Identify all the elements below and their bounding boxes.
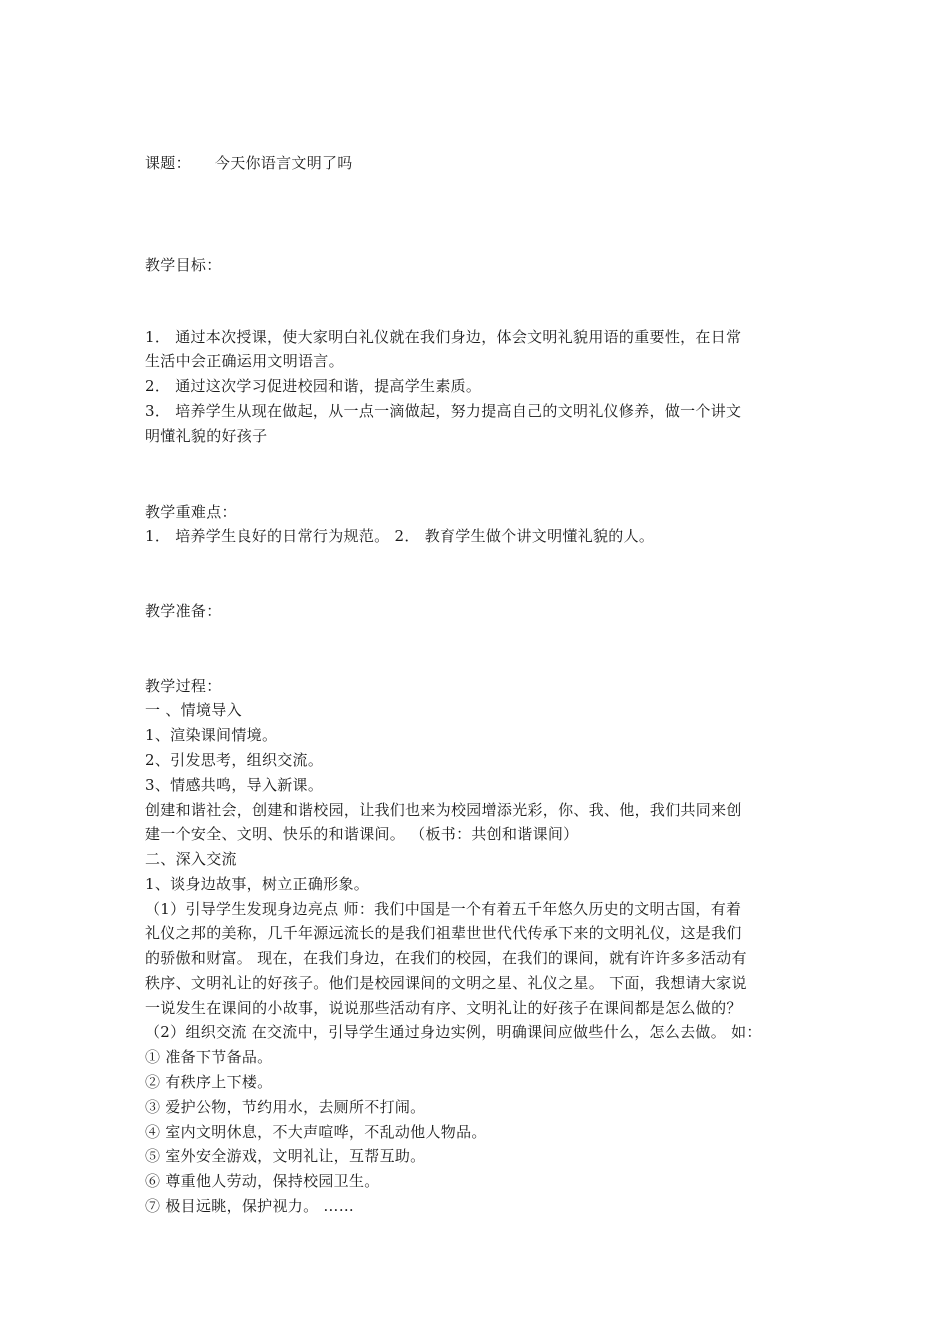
process-heading: 教学过程： — [145, 677, 222, 695]
process-list-item: ④ 室内文明休息，不大声喧哗，不乱动他人物品。 — [145, 1123, 487, 1141]
process-line: 2、引发思考，组织交流。 — [145, 751, 324, 769]
process-line: （1）引导学生发现身边亮点 师：我们中国是一个有着五千年悠久历史的文明古国，有着 — [145, 900, 742, 918]
objective-line: 明懂礼貌的好孩子 — [145, 427, 268, 445]
process-list-item: ⑥ 尊重他人劳动，保持校园卫生。 — [145, 1172, 380, 1190]
process-list-item: ② 有秩序上下楼。 — [145, 1073, 273, 1091]
objective-line: 3． 培养学生从现在做起，从一点一滴做起，努力提高自己的文明礼仪修养，做一个讲文 — [145, 402, 742, 420]
lesson-title — [145, 151, 825, 175]
preparation-heading: 教学准备： — [145, 602, 222, 620]
process-line: 一 、情境导入 — [145, 701, 242, 719]
process-line: 1、渲染课间情境。 — [145, 726, 278, 744]
process-line: 建一个安全、文明、快乐的和谐课间。 （板书：共创和谐课间） — [145, 825, 579, 843]
objective-line: 1． 通过本次授课，使大家明白礼仪就在我们身边，体会文明礼貌用语的重要性，在日常 — [145, 328, 742, 346]
process-line: 二、深入交流 — [145, 850, 237, 868]
title-label: 课题： — [145, 154, 191, 172]
objectives-heading: 教学目标： — [145, 256, 222, 274]
title-text: 今天你语言文明了吗 — [214, 154, 353, 172]
key-points-heading: 教学重难点： — [145, 503, 237, 521]
process-list-item: ① 准备下节备品。 — [145, 1048, 273, 1066]
process-line: 秩序、文明礼让的好孩子。他们是校园课间的文明之星、礼仪之星。 下面，我想请大家说 — [145, 974, 747, 992]
process-list-item: ⑤ 室外安全游戏，文明礼让，互帮互助。 — [145, 1147, 426, 1165]
objective-line: 2． 通过这次学习促进校园和谐，提高学生素质。 — [145, 377, 482, 395]
process-line: （2）组织交流 在交流中，引导学生通过身边实例，明确课间应做些什么，怎么去做。 如： — [145, 1023, 762, 1041]
objective-line: 生活中会正确运用文明语言。 — [145, 352, 344, 370]
process-line: 创建和谐社会，创建和谐校园，让我们也来为校园增添光彩，你、我、他，我们共同来创 — [145, 801, 742, 819]
process-list-item: ⑦ 极目远眺，保护视力。 …… — [145, 1197, 355, 1215]
process-list-item: ③ 爱护公物，节约用水，去厕所不打闹。 — [145, 1098, 426, 1116]
process-line: 礼仪之邦的美称，几千年源远流长的是我们祖辈世世代代传承下来的文明礼仪，这是我们 — [145, 924, 742, 942]
process-line: 1、谈身边故事，树立正确形象。 — [145, 875, 370, 893]
process-line: 的骄傲和财富。 现在，在我们身边，在我们的校园，在我们的课间，就有许许多多活动有 — [145, 949, 747, 967]
key-points-line: 1． 培养学生良好的日常行为规范。 2． 教育学生做个讲文明懂礼貌的人。 — [145, 527, 655, 545]
process-line: 一说发生在课间的小故事，说说那些活动有序、文明礼让的好孩子在课间都是怎么做的？ — [145, 999, 742, 1017]
process-line: 3、情感共鸣，导入新课。 — [145, 776, 324, 794]
